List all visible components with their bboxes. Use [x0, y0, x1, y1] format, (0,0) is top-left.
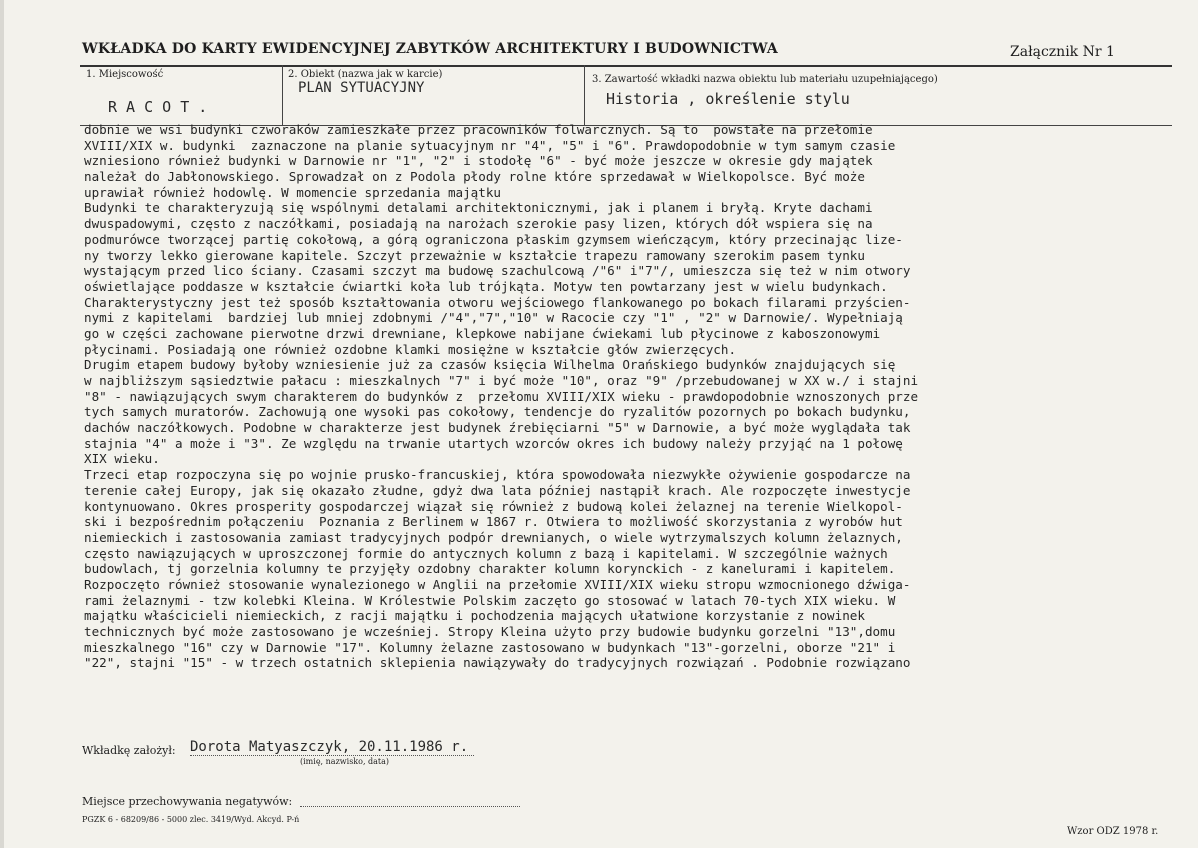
prepared-by-label: Wkładkę założył: [82, 744, 176, 757]
body-line: "22", stajni "15" - w trzech ostatnich sklepienia nawiązywały do tradycyjnych rozwiązań . Podobnie rozwiązano [84, 655, 911, 671]
body-line: należał do Jabłonowskiego. Sprowadzał on z Podola płody rolne które sprzedawał w Wielkopolsce. Być może [84, 169, 865, 185]
body-line: Rozpoczęto również stosowanie wynalezionego w Anglii na przełomie XVIII/XIX wieku stropu wzmocnionego dźwiga- [84, 576, 911, 592]
object-label: 2. Obiekt (nazwa jak w karcie) [288, 69, 443, 80]
locality-value: R A C O T . [108, 98, 208, 116]
body-line: ny tworzy lekko gierowane kapitele. Szczyt przeważnie w kształcie trapezu ramowany szerokim pasem tynku [84, 247, 865, 263]
body-line: ski i bezpośrednim połączeniu Poznania z Berlinem w 1867 r. Otwiera to możliwość skorzystania z wyrobów hut [84, 514, 903, 530]
negatives-dotted-line [300, 806, 520, 807]
body-line: budowlach, tj gorzelnia kolumny te przyjęły ozdobny charakter kolumn korynckich - z kanelurami i kapitelem. [84, 561, 896, 577]
body-line: Budynki te charakteryzują się wspólnymi detalami architektonicznymi, jak i planem i bryłą. Kryte dachami [84, 200, 873, 216]
body-line: wystającym przed lico ściany. Czasami szczyt ma budowę szachulcową /"6" i"7"/, umieszcza się też w nim otwory [84, 263, 911, 279]
body-line: Trzeci etap rozpoczyna się po wojnie prusko-francuskiej, która spowodowała niezwykłe ożywienie gospodarcze na [84, 467, 911, 483]
body-line: niemieckich i zastosowania zamiast tradycyjnych podpór drewnianych, o wiele wytrzymalszych kolumn żelaznych, [84, 529, 903, 545]
body-line: technicznych być może zastosowano je wcześniej. Stropy Kleina użyto przy budowie budynku gorzelni "13",domu [84, 624, 896, 639]
body-line: Drugim etapem budowy byłoby wzniesienie już za czasów księcia Wilhelma Orańskiego budynków znajdujących się [84, 357, 896, 373]
field-divider-2 [584, 65, 585, 125]
body-line: płycinami. Posiadają one również ozdobne klamki mosiężne w kształcie głów zwierzęcych. [84, 341, 737, 357]
prepared-by-value: Dorota Matyaszczyk, 20.11.1986 r. [190, 739, 474, 756]
body-line: stajnia "4" a może i "3". Ze względu na trwanie utartych wzorców okres ich budowy należy przyjąć na 1 połowę [84, 435, 903, 451]
body-line: Charakterystyczny jest też sposób kształtowania otworu wejściowego flankowanego po bokach filarami przyścien- [84, 294, 911, 310]
body-line: go w części zachowane pierwotne drzwi drewniane, klepkowe nabijane ćwiekami lub płycinowe z kaboszonowymi [84, 325, 881, 341]
negatives-label: Miejsce przechowywania negatywów: [82, 795, 293, 808]
body-line: terenie całej Europy, jak się okazało złudne, gdyż dwa lata później nastąpił krach. Ale rozpoczęte inwestycje [84, 482, 911, 498]
body-line: uprawiał również hodowlę. W momencie sprzedania majątku [84, 184, 502, 200]
scan-edge [0, 0, 4, 848]
body-line: dobnie we wsi budynki czworaków zamieszkałe przez pracowników folwarcznych. Są to powstałe na przełomie [84, 122, 873, 137]
contents-label: 3. Zawartość wkładki nazwa obiektu lub materiału uzupełniającego) [592, 74, 938, 85]
annex-number: Załącznik Nr 1 [1010, 44, 1115, 60]
print-info: PGZK 6 - 68209/86 - 5000 zlec. 3419/Wyd. Akcyd. P-ń [82, 815, 300, 824]
prepared-by-caption: (imię, nazwisko, data) [300, 757, 390, 766]
body-line: dachów naczółkowych. Podobne w charakterze jest budynek źrebięciarni "5" w Darnowie, a być może wyglądała tak [84, 420, 911, 436]
body-line: mieszkalnego "16" czy w Darnowie "17". Kolumny żelazne zastosowano w budynkach "13"-gorzelni, oborze "21" i [84, 639, 896, 655]
body-line: "8" - nawiązujących swym charakterem do budynków z przełomu XVIII/XIX wieku - prawdopodobnie wznoszonych prze [84, 388, 919, 404]
body-line: majątku właścicieli niemieckich, z racji majątku i pochodzenia mających ułatwione korzystanie z nowinek [84, 608, 865, 624]
body-line: podmurówce tworzącej partię cokołową, a górą ograniczona płaskim gzymsem wieńczącym, który przecinając lize- [84, 231, 903, 247]
body-line: dwuspadowymi, często z naczółkami, posiadają na narożach szerokie pasy lizen, których dół wspiera się na [84, 216, 873, 232]
body-line: kontynuowano. Okres prosperity gospodarczej wiązał się również z budową kolei żelaznej na terenie Wielkopol- [84, 498, 903, 514]
body-line: XVIII/XIX w. budynki zaznaczone na planie sytuacyjnym nr "4", "5" i "6". Prawdopodobnie w tym samym czasie [84, 137, 896, 153]
body-line: rami żelaznymi - tzw kolebki Kleina. W Królestwie Polskim zaczęto go stosować w latach 70-tych XIX wieku. W [84, 592, 896, 608]
body-line: oświetlające poddasze w kształcie ćwiartki koła lub trójkąta. Motyw ten powtarzany jest w wielu budynkach. [84, 278, 888, 294]
object-value: PLAN SYTUACYJNY [298, 80, 425, 96]
form-title: WKŁADKA DO KARTY EWIDENCYJNEJ ZABYTKÓW ARCHITEKTURY I BUDOWNICTWA [82, 41, 778, 57]
header-rule [80, 65, 1172, 67]
typed-body-text [84, 122, 1198, 671]
form-model: Wzor ODZ 1978 r. [1067, 826, 1159, 837]
body-line: wzniesiono również budynki w Darnowie nr "1", "2" i stodołę "6" - być może jeszcze w okresie gdy majątek [84, 153, 873, 169]
body-line: tych samych muratorów. Zachowują one wysoki pas cokołowy, tendencje do ryzalitów pozornych po bokach budynku, [84, 404, 911, 420]
field-divider-1 [282, 65, 283, 125]
body-line: często nawiązujących w uproszczonej formie do antycznych kolumn z bazą i kapitelami. W szczególnie ważnych [84, 545, 888, 561]
body-line: XIX wieku. [84, 451, 160, 467]
body-line: w najbliższym sąsiedztwie pałacu : mieszkalnych "7" i być może "10", oraz "9" /przebudowanej w XX w./ i stajni [84, 373, 919, 388]
contents-value: Historia , określenie stylu [606, 90, 850, 108]
locality-label: 1. Miejscowość [86, 69, 164, 80]
body-line: nymi z kapitelami bardziej lub mniej zdobnymi /"4","7","10" w Racocie czy "1" , "2" w Darnowie/. Wypełniają [84, 310, 903, 326]
